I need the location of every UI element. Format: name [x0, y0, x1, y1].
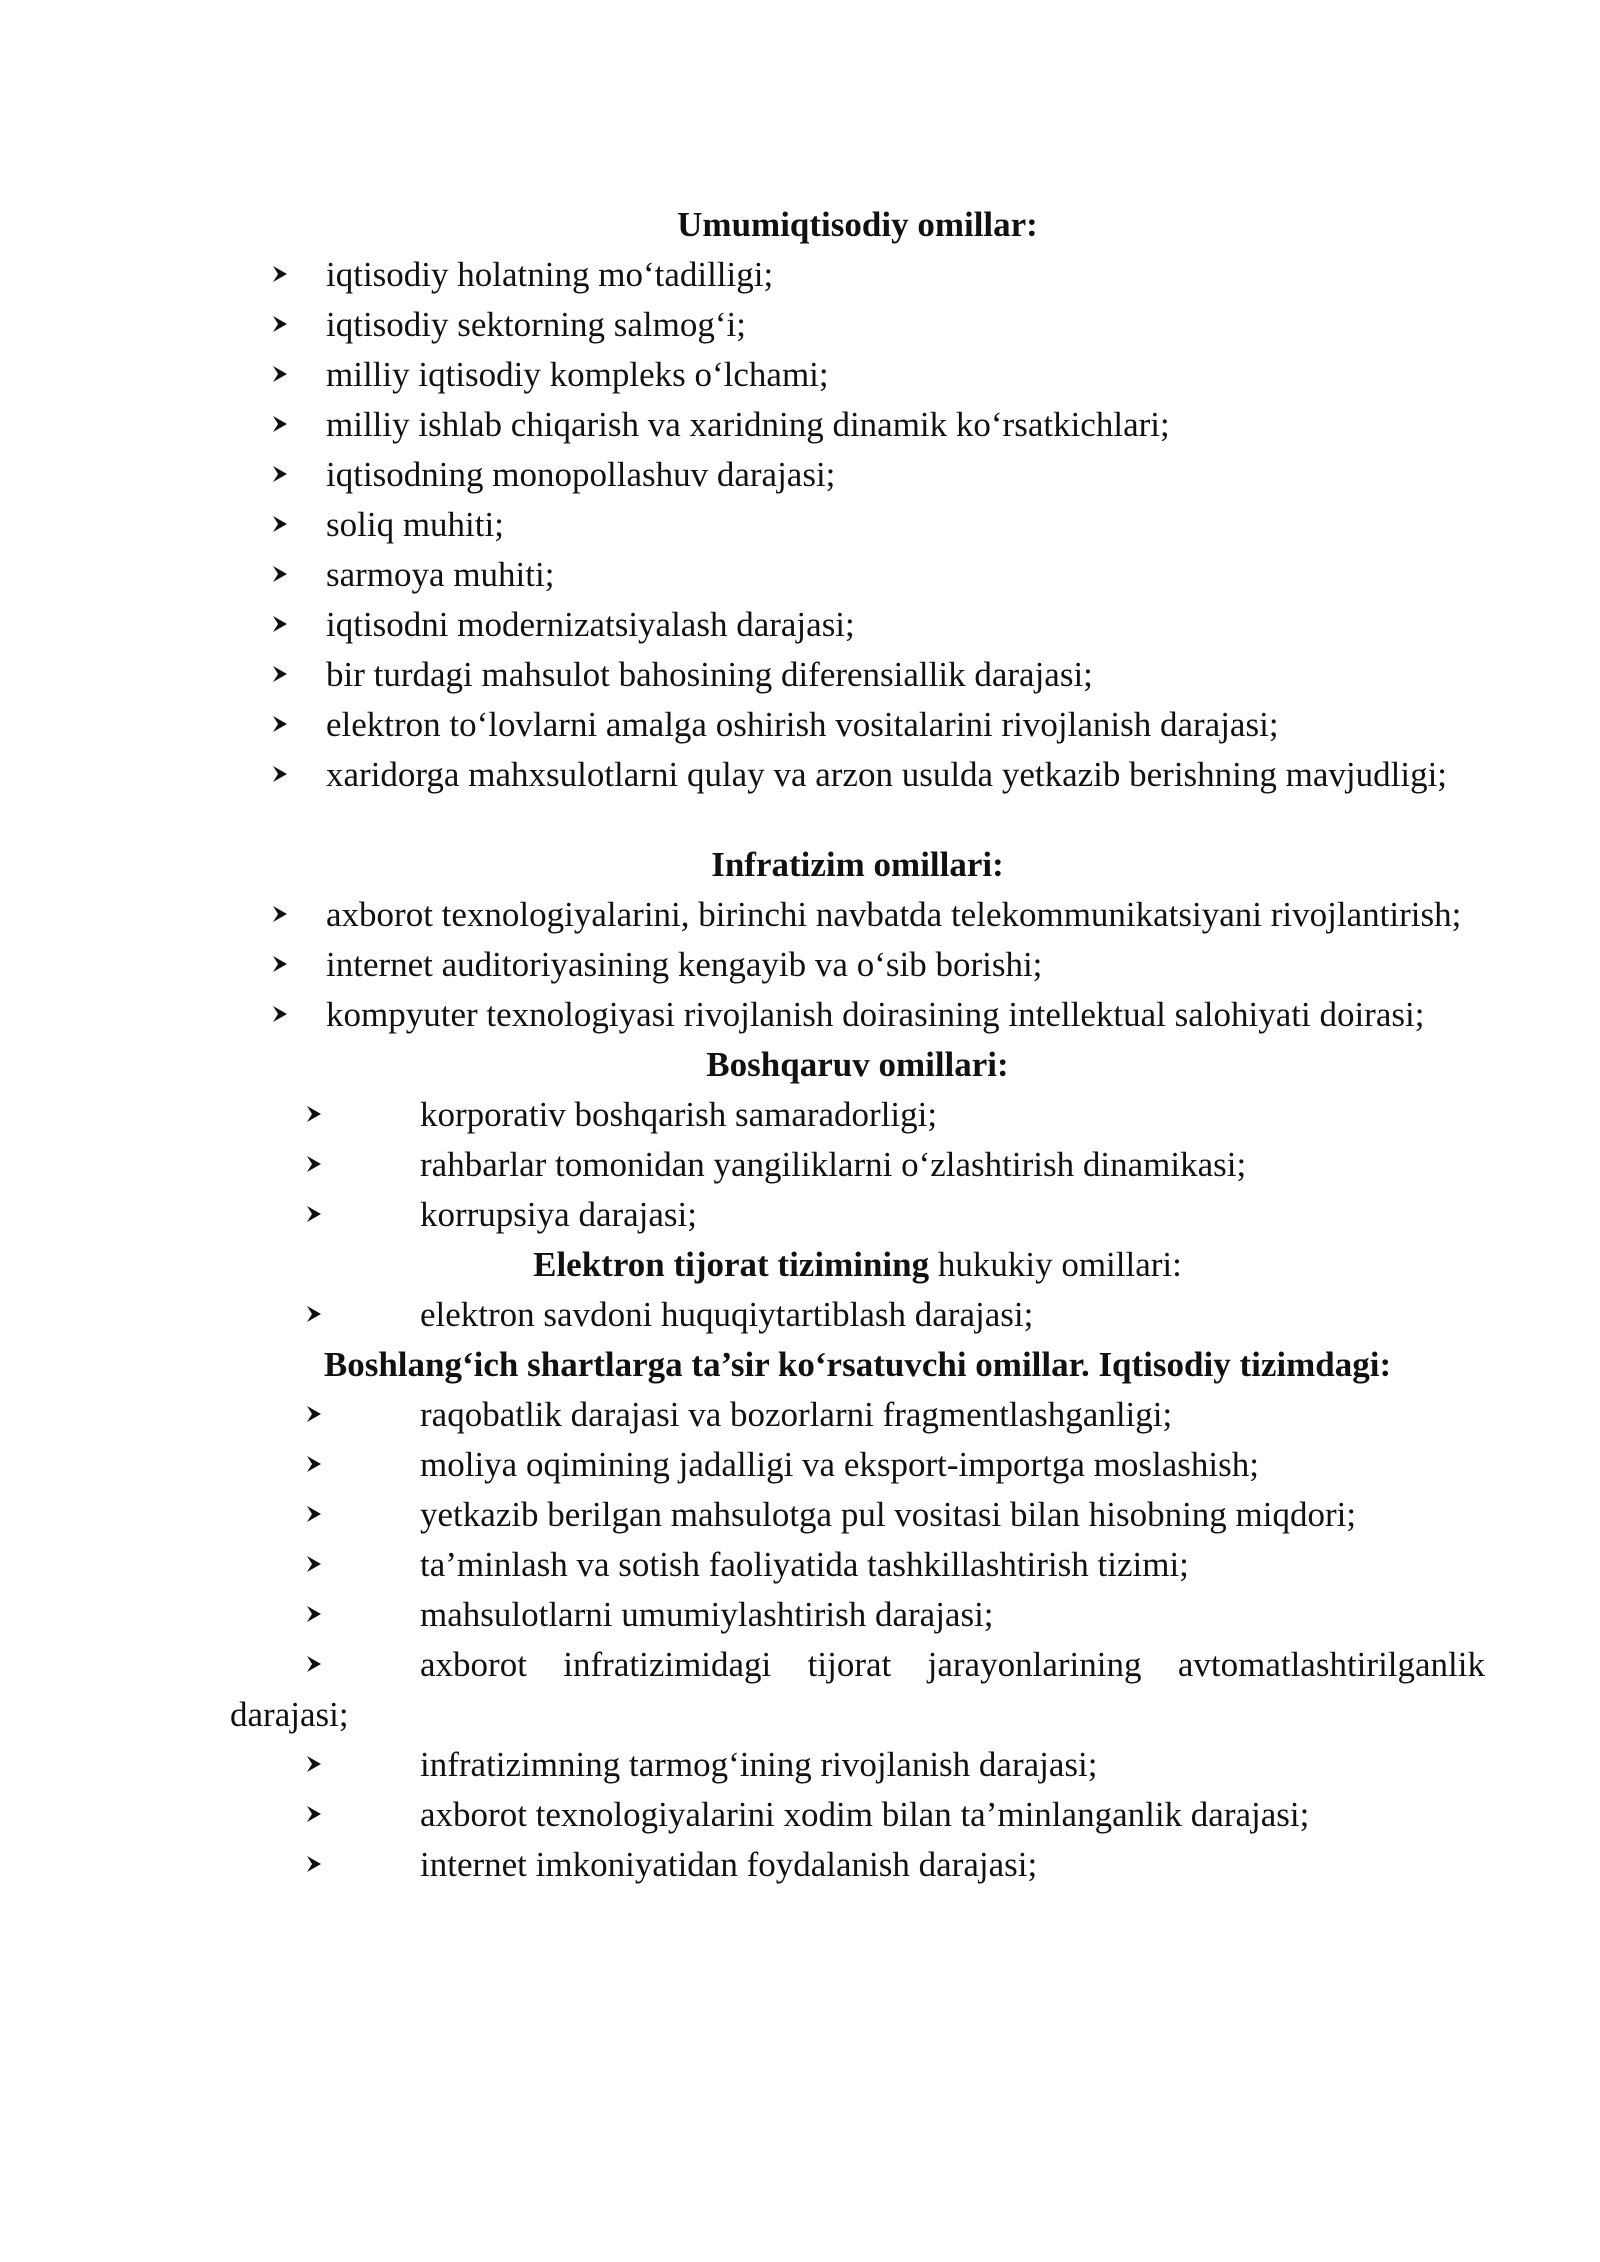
list-item — [230, 1740, 1485, 1790]
list-item — [230, 600, 1485, 650]
section-heading — [230, 200, 1485, 250]
arrow-bullet-icon — [272, 314, 288, 334]
list-item — [230, 890, 1485, 940]
list-item — [230, 940, 1485, 990]
list-item — [230, 550, 1485, 600]
section-heading-text: Boshqaruv omillari: — [706, 1045, 1009, 1084]
list-item — [230, 1140, 1485, 1190]
list-item — [230, 700, 1485, 750]
document-body — [230, 200, 1485, 1890]
list-item — [230, 1190, 1485, 1240]
list-item-text: korporativ boshqarish samaradorligi; — [420, 1095, 938, 1134]
arrow-bullet-icon — [306, 1104, 322, 1124]
arrow-bullet-icon — [272, 264, 288, 284]
arrow-bullet-icon — [272, 414, 288, 434]
list-item-text: soliq muhiti; — [326, 505, 504, 544]
list-item — [230, 300, 1485, 350]
section-heading-text: Infratizim omillari: — [711, 845, 1004, 884]
list-item-text: rahbarlar tomonidan yangiliklarni o‘zlashtirish dinamikasi; — [420, 1145, 1247, 1184]
list-item-text: milliy iqtisodiy kompleks o‘lchami; — [326, 355, 829, 394]
arrow-bullet-icon — [272, 464, 288, 484]
arrow-bullet-icon — [306, 1854, 322, 1874]
list-item — [230, 750, 1485, 800]
list-item-text: sarmoya muhiti; — [326, 555, 555, 594]
list-item-text: iqtisodiy sektorning salmog‘i; — [326, 305, 746, 344]
list-item-text: iqtisodni modernizatsiyalash darajasi; — [326, 605, 855, 644]
arrow-bullet-icon — [272, 714, 288, 734]
list-item — [230, 250, 1485, 300]
arrow-bullet-icon — [306, 1804, 322, 1824]
list-item-text: moliya oqimining jadalligi va eksport-importga moslashish; — [420, 1445, 1259, 1484]
arrow-bullet-icon — [306, 1154, 322, 1174]
section-heading — [230, 1240, 1485, 1290]
arrow-bullet-icon — [272, 564, 288, 584]
section-heading-suffix: hukukiy omillari: — [929, 1245, 1182, 1284]
arrow-bullet-icon — [272, 664, 288, 684]
list-item-text: axborot infratizimidagi tijorat jarayonlarining avtomatlashtirilganlik darajasi; — [230, 1645, 1485, 1734]
section-heading — [230, 840, 1485, 890]
arrow-bullet-icon — [306, 1554, 322, 1574]
arrow-bullet-icon — [306, 1404, 322, 1424]
arrow-bullet-icon — [272, 904, 288, 924]
list-item — [230, 1590, 1485, 1640]
list-item-text: iqtisodiy holatning mo‘tadilligi; — [326, 255, 774, 294]
arrow-bullet-icon — [272, 364, 288, 384]
arrow-bullet-icon — [272, 614, 288, 634]
list-item — [230, 1490, 1485, 1540]
list-item — [230, 1540, 1485, 1590]
arrow-bullet-icon — [306, 1454, 322, 1474]
list-item — [230, 500, 1485, 550]
list-item-text: iqtisodning monopollashuv darajasi; — [326, 455, 836, 494]
list-item — [230, 1390, 1485, 1440]
list-item-text: korrupsiya darajasi; — [420, 1195, 697, 1234]
list-item — [230, 1290, 1485, 1340]
arrow-bullet-icon — [306, 1504, 322, 1524]
arrow-bullet-icon — [272, 1004, 288, 1024]
list-item — [230, 990, 1485, 1040]
section-heading-text: Umumiqtisodiy omillar: — [677, 205, 1038, 244]
list-item-text: axborot texnologiyalarini xodim bilan ta’minlanganlik darajasi; — [420, 1795, 1310, 1834]
arrow-bullet-icon — [272, 954, 288, 974]
arrow-bullet-icon — [306, 1204, 322, 1224]
section-heading-text: Boshlang‘ich shartlarga ta’sir ko‘rsatuvchi omillar. Iqtisodiy tizimdagi: — [323, 1345, 1392, 1384]
list-item-text: bir turdagi mahsulot bahosining diferensiallik darajasi; — [326, 655, 1093, 694]
list-item-text: elektron savdoni huquqiytartiblash darajasi; — [420, 1295, 1034, 1334]
arrow-bullet-icon — [306, 1654, 322, 1674]
list-item — [230, 1790, 1485, 1840]
arrow-bullet-icon — [272, 514, 288, 534]
list-item-text: internet auditoriyasining kengayib va o‘sib borishi; — [326, 945, 1043, 984]
list-item — [230, 1440, 1485, 1490]
list-item — [230, 650, 1485, 700]
list-item-text: xaridorga mahxsulotlarni qulay va arzon usulda yetkazib berishning mavjudligi; — [326, 755, 1448, 794]
section-heading-text: Elektron tijorat tizimining — [533, 1245, 930, 1284]
list-item-text: mahsulotlarni umumiylashtirish darajasi; — [420, 1595, 994, 1634]
arrow-bullet-icon — [306, 1754, 322, 1774]
list-item-text: axborot texnologiyalarini, birinchi navbatda telekommunikatsiyani rivojlantirish; — [326, 895, 1462, 934]
list-item — [230, 450, 1485, 500]
list-item-text: yetkazib berilgan mahsulotga pul vositasi bilan hisobning miqdori; — [420, 1495, 1357, 1534]
list-item — [230, 1640, 1485, 1740]
list-item-text: infratizimning tarmog‘ining rivojlanish darajasi; — [420, 1745, 1098, 1784]
list-item-text: ta’minlash va sotish faoliyatida tashkillashtirish tizimi; — [420, 1545, 1189, 1584]
section-heading — [230, 1040, 1485, 1090]
list-item-text: internet imkoniyatidan foydalanish darajasi; — [420, 1845, 1038, 1884]
list-item-text: milliy ishlab chiqarish va xaridning dinamik ko‘rsatkichlari; — [326, 405, 1170, 444]
arrow-bullet-icon — [272, 764, 288, 784]
list-item — [230, 1090, 1485, 1140]
list-item — [230, 1840, 1485, 1890]
list-item-text: kompyuter texnologiyasi rivojlanish doirasining intellektual salohiyati doirasi; — [326, 995, 1425, 1034]
list-item — [230, 400, 1485, 450]
list-item — [230, 350, 1485, 400]
arrow-bullet-icon — [306, 1604, 322, 1624]
list-item-text: raqobatlik darajasi va bozorlarni fragmentlashganligi; — [420, 1395, 1173, 1434]
arrow-bullet-icon — [306, 1304, 322, 1324]
list-item-text: elektron to‘lovlarni amalga oshirish vositalarini rivojlanish darajasi; — [326, 705, 1279, 744]
spacer — [230, 800, 1485, 840]
section-heading — [230, 1340, 1485, 1390]
